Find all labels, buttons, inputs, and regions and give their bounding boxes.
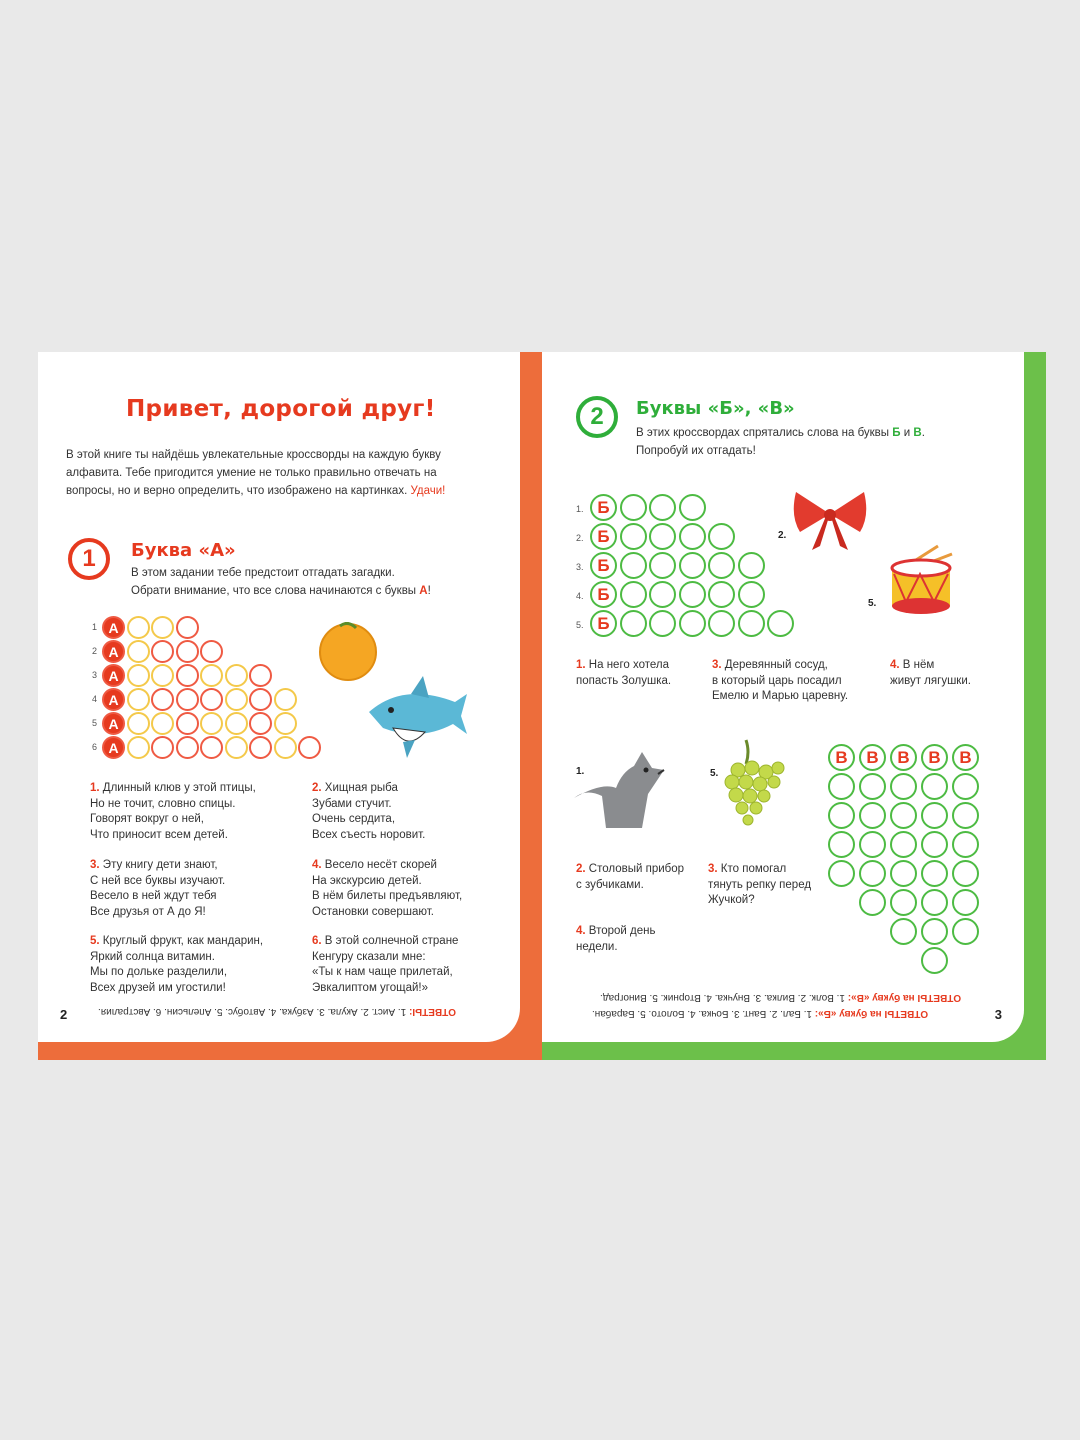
crossword-a-letter-cell: А: [102, 688, 125, 711]
crossword-v-cell: [921, 860, 948, 887]
question-a-6-text: В этой солнечной стране Кенгуру сказали мне: «Ты к нам чаще прилетай, Эвкалиптом угощай!»: [312, 935, 459, 994]
shark-picture: [363, 672, 473, 760]
crossword-b-cell: [708, 523, 735, 550]
question-a-5: [90, 934, 305, 996]
crossword-v-cell: [952, 860, 979, 887]
crossword-v-cell: [859, 773, 886, 800]
crossword-b-letter-cell: Б: [590, 581, 617, 608]
crossword-v-cell: [859, 802, 886, 829]
crossword-v-cell: [952, 831, 979, 858]
crossword-a-row-number: 4: [92, 694, 98, 704]
question-v-4-num: 4.: [576, 925, 586, 937]
crossword-b-cell: [649, 552, 676, 579]
question-a-1-num: 1.: [90, 782, 100, 794]
crossword-a-cell: [274, 688, 297, 711]
question-a-5-num: 5.: [90, 935, 100, 947]
crossword-v-cell: [921, 918, 948, 945]
task-1-title: Буква «А»: [131, 540, 236, 561]
page-number-right: 3: [994, 1007, 1002, 1022]
question-v-2: [576, 862, 706, 893]
question-v-3-num: 3.: [708, 863, 718, 875]
question-a-3-num: 3.: [90, 859, 100, 871]
crossword-b-cell: [679, 494, 706, 521]
question-b-3: [712, 658, 882, 705]
drum-picture: [886, 544, 958, 618]
question-a-2-num: 2.: [312, 782, 322, 794]
left-page-paper: [38, 352, 520, 1042]
crossword-a-cell: [225, 664, 248, 687]
crossword-b-letter-cell: Б: [590, 552, 617, 579]
crossword-v-cell: [828, 802, 855, 829]
task-1-desc-letter: А: [419, 585, 428, 597]
crossword-v-cell: [921, 773, 948, 800]
crossword-v-letter-cell: В: [921, 744, 948, 771]
crossword-a-cell: [151, 616, 174, 639]
crossword-v-letter-cell: В: [828, 744, 855, 771]
task-2-title: Буквы «Б», «В»: [636, 398, 795, 419]
question-b-4-text: В нём живут лягушки.: [890, 659, 971, 687]
crossword-v-cell: [921, 889, 948, 916]
question-a-2: [312, 781, 512, 843]
task-2-desc-line1: [636, 424, 1006, 442]
page-title: Привет, дорогой друг!: [126, 396, 436, 422]
crossword-a-letter-cell: А: [102, 712, 125, 735]
question-a-4-num: 4.: [312, 859, 322, 871]
question-a-4: [312, 858, 512, 920]
right-page-paper: [542, 352, 1024, 1042]
task-1-description: [131, 564, 501, 600]
crossword-b-row-number: 4.: [576, 591, 584, 601]
question-b-4: [890, 658, 1000, 689]
crossword-v-cell: [859, 860, 886, 887]
crossword-v-cell: [828, 773, 855, 800]
crossword-a-cell: [127, 664, 150, 687]
crossword-b-row-number: 2.: [576, 533, 584, 543]
book-spread: [38, 352, 1046, 1060]
grapes-label: 5.: [710, 768, 719, 779]
crossword-v-cell: [921, 831, 948, 858]
crossword-b-cell: [679, 523, 706, 550]
task-2-desc-and: и: [903, 427, 911, 439]
crossword-v-cell: [952, 773, 979, 800]
crossword-b-cell: [708, 581, 735, 608]
question-b-1-text: На него хотела попасть Золушка.: [576, 659, 672, 687]
crossword-v-cell: [890, 802, 917, 829]
task-1-desc-line2-wrap: [131, 582, 501, 600]
crossword-b-letter-cell: Б: [590, 523, 617, 550]
question-b-1: [576, 658, 706, 689]
wolf-eye: [644, 768, 649, 773]
crossword-b-letter-cell: Б: [590, 610, 617, 637]
crossword-b-cell: [679, 610, 706, 637]
question-v-3: [708, 862, 838, 909]
crossword-a-letter-cell: А: [102, 616, 125, 639]
crossword-b-row-number: 5.: [576, 620, 584, 630]
question-a-1-text: Длинный клюв у этой птицы, Но не точит, словно спицы. Говорят вокруг о ней, Что приносит всем детей.: [90, 782, 256, 841]
crossword-a-cell: [225, 712, 248, 735]
crossword-a-cell: [176, 640, 199, 663]
crossword-v-cell: [952, 802, 979, 829]
task-1-badge: 1: [68, 538, 110, 580]
crossword-a-cell: [249, 736, 272, 759]
task-2-desc-start: В этих кроссвордах спрятались слова на буквы: [636, 427, 890, 439]
bow-knot: [824, 509, 836, 521]
answers-b: [592, 1008, 928, 1019]
answers-b-text: 1. Бал. 2. Бант. 3. Бочка. 4. Болото. 5. Барабан.: [592, 1008, 812, 1019]
crossword-b-cell: [738, 581, 765, 608]
crossword-a-cell: [176, 736, 199, 759]
crossword-v-cell: [890, 773, 917, 800]
crossword-a-letter-cell: А: [102, 664, 125, 687]
task-1-desc-line1: В этом задании тебе предстоит отгадать загадки.: [131, 567, 395, 579]
crossword-a-cell: [200, 736, 223, 759]
question-v-3-text: Кто помогал тянуть репку перед Жучкой?: [708, 863, 812, 906]
crossword-a-cell: [249, 664, 272, 687]
question-b-4-num: 4.: [890, 659, 900, 671]
question-v-4: [576, 924, 696, 955]
question-a-3-text: Эту книгу дети знают, С ней все буквы изучают. Весело в ней ждут тебя Все друзья от А до Я!: [90, 859, 226, 918]
question-a-6: [312, 934, 517, 996]
crossword-a-letter-cell: А: [102, 640, 125, 663]
crossword-a-row-number: 3: [92, 670, 98, 680]
crossword-a-cell: [200, 664, 223, 687]
crossword-v-cell: [890, 918, 917, 945]
question-v-2-num: 2.: [576, 863, 586, 875]
shark-body: [369, 694, 467, 734]
shark-tail-fin: [403, 740, 415, 758]
crossword-a-cell: [127, 616, 150, 639]
crossword-v-cell: [921, 947, 948, 974]
crossword-a-cell: [127, 712, 150, 735]
crossword-b-row-number: 3.: [576, 562, 584, 572]
right-page: [542, 352, 1046, 1060]
question-b-3-text: Деревянный сосуд, в который царь посадил Емелю и Марью царевну.: [712, 659, 849, 702]
crossword-b-cell: [708, 610, 735, 637]
crossword-b-cell: [620, 552, 647, 579]
task-2-badge: 2: [576, 396, 618, 438]
crossword-a-row-number: 1: [92, 622, 98, 632]
shark-eye: [388, 707, 394, 713]
task-1-desc-end: !: [427, 585, 431, 597]
answers-v-text: 1. Волк. 2. Вилка. 3. Внучка. 4. Вторник. 5. Виноград.: [600, 992, 845, 1003]
crossword-b-cell: [620, 494, 647, 521]
crossword-v-cell: [890, 860, 917, 887]
crossword-a-cell: [127, 736, 150, 759]
drum-top: [892, 560, 950, 576]
crossword-b-cell: [767, 610, 794, 637]
grapes-picture: [716, 738, 790, 830]
crossword-b-cell: [649, 581, 676, 608]
crossword-b-cell: [738, 552, 765, 579]
question-a-4-text: Весело несёт скорей На экскурсию детей. В нём билеты предъявляют, Остановки совершают.: [312, 859, 463, 918]
intro-wish: Удачи!: [410, 485, 446, 497]
question-v-4-text: Второй день недели.: [576, 925, 656, 953]
task-2-letter-b: Б: [892, 427, 901, 439]
crossword-a-cell: [225, 736, 248, 759]
drum-bottom: [892, 598, 950, 614]
crossword-a-cell: [249, 688, 272, 711]
crossword-a-row-number: 6: [92, 742, 98, 752]
answers-a-text: 1. Аист. 2. Акула. 3. Азбука. 4. Автобус. 5. Апельсин. 6. Австралия.: [98, 1006, 407, 1017]
answers-v-label: ОТВЕТЫ на букву «В»:: [847, 992, 962, 1003]
crossword-b-cell: [708, 552, 735, 579]
answers-a-label: ОТВЕТЫ:: [408, 1006, 456, 1017]
answers-v: [600, 992, 961, 1003]
crossword-a-letter-cell: А: [102, 736, 125, 759]
crossword-v-cell: [828, 831, 855, 858]
grapes-bunch: [725, 761, 784, 825]
crossword-b-cell: [738, 610, 765, 637]
crossword-v-letter-cell: В: [859, 744, 886, 771]
question-a-5-text: Круглый фрукт, как мандарин, Яркий солнца витамин. Мы по дольке разделили, Всех друзей им угостили!: [90, 935, 264, 994]
intro-body: В этой книге ты найдёшь увлекательные кроссворды на каждую букву алфавита. Тебе пригодится умение не только правильно отвечать на вопросы, но и верно определить, что изображено на картинках.: [66, 449, 441, 497]
crossword-b-cell: [649, 494, 676, 521]
crossword-v-cell: [890, 889, 917, 916]
crossword-b-cell: [620, 581, 647, 608]
crossword-a-cell: [127, 640, 150, 663]
question-a-2-text: Хищная рыба Зубами стучит. Очень сердита, Всех съесть норовит.: [312, 782, 426, 841]
crossword-a-cell: [200, 712, 223, 735]
drum-stick-1: [916, 546, 938, 560]
crossword-a-cell: [274, 712, 297, 735]
crossword-b-cell: [679, 581, 706, 608]
task-2-desc-end: .: [921, 427, 925, 439]
crossword-v-cell: [952, 918, 979, 945]
left-page: [38, 352, 542, 1060]
intro-text: [66, 446, 458, 500]
crossword-a-cell: [200, 640, 223, 663]
crossword-v-cell: [859, 889, 886, 916]
crossword-b-cell: [679, 552, 706, 579]
wolf-picture: [572, 748, 672, 832]
question-a-6-num: 6.: [312, 935, 322, 947]
task-2-letter-v: В: [913, 427, 922, 439]
answers-b-label: ОТВЕТЫ на букву «Б»:: [814, 1008, 929, 1019]
crossword-a-cell: [200, 688, 223, 711]
crossword-b-cell: [649, 610, 676, 637]
crossword-a-cell: [274, 736, 297, 759]
question-v-2-text: Столовый прибор с зубчиками.: [576, 863, 685, 891]
crossword-v-cell: [859, 831, 886, 858]
crossword-b-cell: [620, 523, 647, 550]
wolf-label: 1.: [576, 766, 585, 777]
task-2-description: [636, 424, 1006, 460]
crossword-a-cell: [176, 712, 199, 735]
crossword-b-cell: [620, 610, 647, 637]
crossword-v-letter-cell: В: [952, 744, 979, 771]
question-b-3-num: 3.: [712, 659, 722, 671]
page-number-left: 2: [60, 1007, 68, 1022]
crossword-a-cell: [151, 664, 174, 687]
crossword-a-cell: [151, 640, 174, 663]
crossword-b-row-number: 1.: [576, 504, 584, 514]
crossword-v-cell: [890, 831, 917, 858]
crossword-a-cell: [176, 616, 199, 639]
question-b-1-num: 1.: [576, 659, 586, 671]
crossword-b-cell: [649, 523, 676, 550]
crossword-a-row-number: 2: [92, 646, 98, 656]
question-a-1: [90, 781, 300, 843]
crossword-b-letter-cell: Б: [590, 494, 617, 521]
crossword-v-letter-cell: В: [890, 744, 917, 771]
crossword-a-cell: [151, 688, 174, 711]
crossword-a-cell: [151, 736, 174, 759]
answers-a: [98, 1006, 456, 1017]
crossword-a-cell: [249, 712, 272, 735]
bow-label: 2.: [778, 530, 787, 541]
question-a-3: [90, 858, 300, 920]
crossword-v-cell: [921, 802, 948, 829]
crossword-v-cell: [952, 889, 979, 916]
task-1-desc-line2: Обрати внимание, что все слова начинаются с буквы: [131, 585, 417, 597]
crossword-a-cell: [176, 688, 199, 711]
crossword-a-cell: [225, 688, 248, 711]
crossword-a-cell: [127, 688, 150, 711]
drum-label: 5.: [868, 598, 877, 609]
crossword-a-cell: [176, 664, 199, 687]
crossword-a-cell: [298, 736, 321, 759]
task-2-desc-line2: Попробуй их отгадать!: [636, 445, 756, 457]
crossword-a-cell: [151, 712, 174, 735]
crossword-a-row-number: 5: [92, 718, 98, 728]
bow-picture: [790, 486, 870, 552]
wolf-body: [574, 752, 664, 828]
grapes-stem: [746, 740, 748, 764]
